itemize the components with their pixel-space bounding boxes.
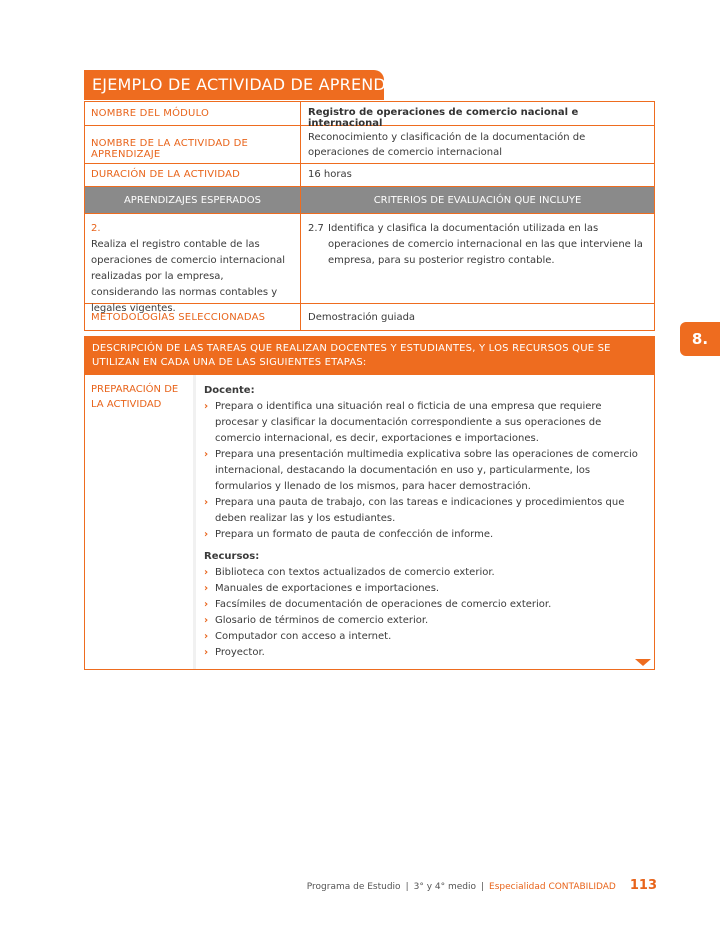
docente-list <box>204 399 644 543</box>
chevron-right-icon: › <box>204 449 209 460</box>
actividad-value: Reconocimiento y clasificación de la documentación de operaciones de comercio internacional <box>308 132 586 158</box>
list-item: › Computador con acceso a internet. <box>204 629 644 645</box>
activity-table <box>84 101 655 331</box>
aprendizaje-text: Realiza el registro contable de las operaciones de comercio internacional realizadas por la empresa, considerando las normas contables y legales vigentes. <box>91 239 286 314</box>
descripcion-header: DESCRIPCIÓN DE LAS TAREAS QUE REALIZAN DOCENTES Y ESTUDIANTES, Y LOS RECURSOS QUE SE UTILIZAN EN CADA UNA DE LAS SIGUIENTES ETAPAS: <box>85 337 654 375</box>
duracion-label: DURACIÓN DE LA ACTIVIDAD <box>91 169 241 180</box>
list-item: › Prepara una presentación multimedia explicativa sobre las operaciones de comercio internacional, destacando la documentación en uso y, particularmente, los formularios y llenado de los mismos, para hacer demostración. <box>204 449 638 492</box>
aprendizaje-number: 2. <box>91 223 101 234</box>
duracion-row <box>85 164 654 187</box>
descripcion-section <box>84 336 655 670</box>
chevron-right-icon: › <box>204 647 209 658</box>
docente-title: Docente: <box>204 385 255 396</box>
modulo-row <box>85 102 654 129</box>
criterios-header: CRITERIOS DE EVALUACIÓN QUE INCLUYE <box>373 195 582 206</box>
list-item: › Biblioteca con textos actualizados de comercio exterior. <box>204 565 644 581</box>
list-item: › Facsímiles de documentación de operaciones de comercio exterior. <box>204 597 644 613</box>
criterio-text: Identifica y clasifica la documentación utilizada en las operaciones de comercio internacional en las que interviene la empresa, para su posterior registro contable. <box>328 223 643 266</box>
preparacion-content <box>193 375 654 669</box>
list-item: › Prepara una pauta de trabajo, con las tareas e indicaciones y procedimientos que deben realizar las y los estudiantes. <box>204 497 625 524</box>
modulo-value: Registro de operaciones de comercio nacional e internacional <box>308 107 579 129</box>
activity-title: EJEMPLO DE ACTIVIDAD DE APRENDIZAJE <box>84 70 384 100</box>
duracion-value: 16 horas <box>308 169 352 180</box>
modulo-label: NOMBRE DEL MÓDULO <box>91 108 210 119</box>
metodologias-row <box>85 304 654 331</box>
page-number: 113 <box>629 878 657 893</box>
continue-arrow-icon <box>635 659 651 666</box>
chevron-right-icon: › <box>204 583 209 594</box>
chevron-right-icon: › <box>204 631 209 642</box>
chevron-right-icon: › <box>204 529 209 540</box>
actividad-row <box>85 126 654 164</box>
footer-program: Programa de Estudio <box>306 882 401 892</box>
aprendizaje-criterio-row <box>85 214 654 314</box>
actividad-label: NOMBRE DE LA ACTIVIDAD DE APRENDIZAJE <box>91 138 249 160</box>
list-item: › Prepara o identifica una situación real o ficticia de una empresa que requiere procesar y clasificar la documentación correspondiente a sus operaciones de comercio internacional, es decir, exportaciones e importaciones. <box>204 401 602 444</box>
criterio-number: 2.7 <box>308 223 324 234</box>
chevron-right-icon: › <box>204 497 209 508</box>
metodologias-value: Demostración guiada <box>308 312 416 323</box>
chevron-right-icon: › <box>204 567 209 578</box>
recursos-title: Recursos: <box>204 551 260 562</box>
aprendizajes-header: APRENDIZAJES ESPERADOS <box>123 195 262 206</box>
preparacion-block <box>85 375 654 669</box>
chevron-right-icon: › <box>204 401 209 412</box>
chevron-right-icon: › <box>204 599 209 610</box>
chevron-right-icon: › <box>204 615 209 626</box>
page-footer: Programa de Estudio | 3° y 4° medio | Especialidad CONTABILIDAD 113 <box>306 878 657 893</box>
list-item: › Proyector. <box>204 645 644 661</box>
chapter-tab: 8. <box>680 322 720 356</box>
list-item: › Prepara un formato de pauta de confección de informe. <box>204 527 644 543</box>
recursos-list <box>204 565 644 661</box>
list-item: › Glosario de términos de comercio exterior. <box>204 613 644 629</box>
footer-grade: 3° y 4° medio <box>413 882 476 892</box>
list-item: › Manuales de exportaciones e importaciones. <box>204 581 644 597</box>
footer-specialty: Especialidad CONTABILIDAD <box>489 882 616 892</box>
metodologias-label: METODOLOGÍAS SELECCIONADAS <box>91 312 266 323</box>
preparacion-label: PREPARACIÓN DE LA ACTIVIDAD <box>91 384 179 410</box>
table-header-row <box>85 187 654 214</box>
